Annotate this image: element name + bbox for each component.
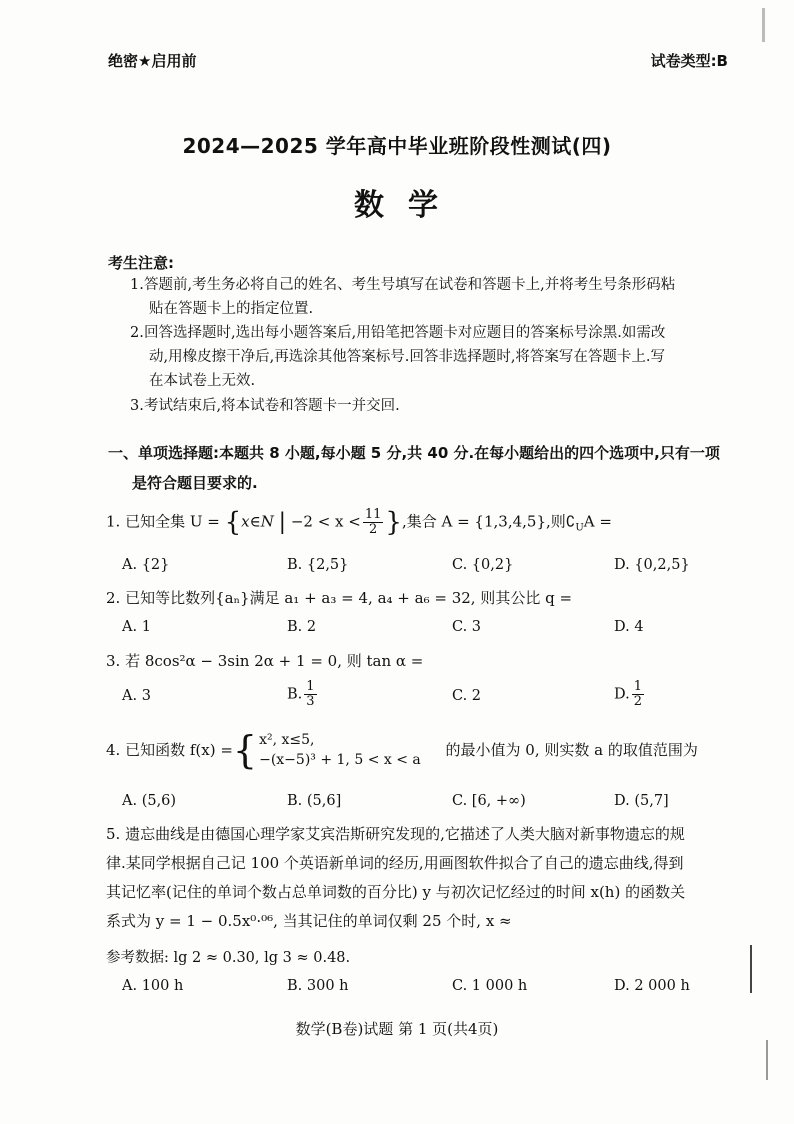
- reference-data: 参考数据: lg 2 ≈ 0.30, lg 3 ≈ 0.48.: [106, 950, 351, 966]
- option-b: B. (5,6]: [287, 793, 342, 809]
- option-a: A. 3: [122, 688, 151, 704]
- fraction-11-2: $\frac{11}{2}$: [364, 507, 382, 537]
- option-a: A. (5,6): [122, 793, 177, 809]
- option-a: A. {2}: [122, 557, 170, 573]
- option-d: D. 4: [614, 619, 644, 635]
- notice-item-1: 1.答题前,考生务必将自己的姓名、考生号填写在试卷和答题卡上,并将考生号条形码粘 贴在答题卡上的指定位置.: [130, 277, 676, 317]
- option-c: C. 1 000 h: [452, 978, 528, 994]
- subject-title: 数学: [354, 188, 462, 223]
- option-b: B. $\frac{1}{3}$: [287, 679, 315, 709]
- exam-title: 2024—2025 学年高中毕业班阶段性测试(四): [182, 134, 612, 158]
- option-c: C. [6, +∞): [452, 793, 526, 809]
- question-4: 4. 已知函数 f(x) ={ x², x≤5, −(x−5)³ + 1, 5 < x < a 的最小值为 0, 则实数 a 的取值范围为: [106, 728, 698, 772]
- option-c: C. 2: [452, 688, 482, 704]
- question-1: 1. 已知全集 U = {x∈N | −2 < x < $\frac{11}{2}$ },集合 A = {1,3,4,5},则$∁_UA$ =: [106, 507, 612, 538]
- option-d: D. $\frac{1}{2}$: [614, 679, 642, 709]
- option-a: A. 1: [122, 619, 151, 635]
- option-d: D. {0,2,5}: [614, 557, 690, 573]
- option-c: C. {0,2}: [452, 557, 514, 573]
- option-d: D. 2 000 h: [614, 978, 690, 994]
- paper-type-label: 试卷类型:B: [650, 52, 728, 70]
- scan-artifact: [750, 945, 752, 993]
- option-b: B. 300 h: [287, 978, 349, 994]
- option-c: C. 3: [452, 619, 482, 635]
- notice-item-3: 3.考试结束后,将本试卷和答题卡一并交回.: [130, 398, 400, 414]
- option-b: B. 2: [287, 619, 317, 635]
- option-a: A. 100 h: [122, 978, 184, 994]
- page-footer: 数学(B卷)试题 第 1 页(共4页): [295, 1020, 499, 1038]
- scan-artifact: [766, 1040, 768, 1080]
- option-b: B. {2,5}: [287, 557, 349, 573]
- question-5: 5. 遗忘曲线是由德国心理学家艾宾浩斯研究发现的,它描述了人类大脑对新事物遗忘的规 律.某同学根据自己记 100 个英语新单词的经历,用画图软件拟合了自己的遗忘曲线,得到 其记忆率(记住的单词个数占总单词数的百分比) y 与初次记忆经过的时间 x(h) 的函数关 系式为 y = 1 − 0.5x⁰·⁰⁶, 当其记住的单词仅剩 25 个时, x ≈: [106, 825, 686, 930]
- confidential-label: 绝密★启用前: [108, 52, 197, 70]
- question-3: 3. 若 8cos²α − 3sin 2α + 1 = 0, 则 tan α =: [106, 652, 424, 670]
- piecewise-cases: x², x≤5, −(x−5)³ + 1, 5 < x < a: [259, 732, 421, 768]
- scan-artifact: [762, 8, 765, 42]
- section-one-heading: 一、单项选择题:本题共 8 小题,每小题 5 分,共 40 分.在每小题给出的四个选项中,只有一项 是符合题目要求的.: [108, 444, 720, 492]
- option-d: D. (5,7]: [614, 793, 669, 809]
- notice-item-2: 2.回答选择题时,选出每小题答案后,用铅笔把答题卡对应题目的答案标号涂黑.如需改 动,用橡皮擦干净后,再选涂其他答案标号.回答非选择题时,将答案写在答题卡上.写 在本试卷上无效.: [130, 325, 666, 389]
- notice-heading: 考生注意:: [108, 254, 174, 272]
- question-2: 2. 已知等比数列{aₙ}满足 a₁ + a₃ = 4, a₄ + a₆ = 32, 则其公比 q =: [106, 589, 573, 607]
